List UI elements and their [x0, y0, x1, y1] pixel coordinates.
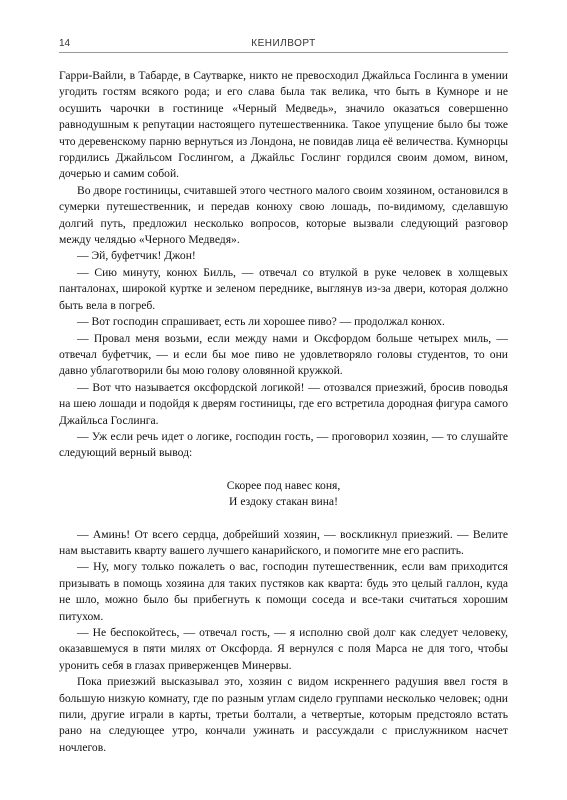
paragraph: — Провал меня возьми, если между нами и Оксфордом больше четырех миль, — отвечал буфетчик, — и если бы мое пиво не удовлетворяло головы студентов, то они давно ублаготворили бы мою голову оловянной кружкой. [59, 331, 508, 378]
paragraph: — Вот господин спрашивает, есть ли хорошее пиво? — продолжал конюх. [77, 315, 445, 329]
verse-line: Скорее под навес коня, [226, 478, 341, 492]
paragraph: — Аминь! От всего сердца, добрейший хозяин, — воскликнул приезжий. — Велите нам выставить кварту вашего лучшего канарийского, и помогите мне его распить. [59, 527, 508, 557]
paragraph: — Эй, буфетчик! Джон! [77, 249, 196, 263]
page-number: 14 [59, 38, 71, 49]
paragraph: — Уж если речь идет о логике, господин гость, — проговорил хозяин, — то слушайте следующий верный вывод: [59, 429, 508, 460]
paragraphs-after [59, 527, 508, 757]
paragraph: — Сию минуту, конюх Билль, — отвечал со втулкой в руке человек в холщевых панталонах, широкой куртке и зеленом переднике, выглянув из-за двери, которая должно быть вела в погреб. [59, 265, 508, 312]
paragraph: — Не беспокойтесь, — отвечал гость, — я исполню свой долг как следует человеку, оказавшемуся в пяти милях от Оксфорда. Я вернулся с поля Марса не для того, чтобы уронить себя в глазах приверженцев Минервы. [59, 626, 508, 672]
header-rule [59, 52, 508, 53]
paragraph: — Ну, могу только пожалеть о вас, господин путешественник, если вам приходится призывать в помощь хозяина для таких пустяков как кварта: будь это целый галлон, куда не шло, можно было бы прибегнуть к помощи соседа и все-таки считаться хорошим питухом. [59, 560, 508, 623]
running-title: КЕНИЛВОРТ [251, 38, 316, 49]
paragraph: Гарри-Вайли, в Табарде, в Саутварке, никто не превосходил Джайльса Гослинга в умении угодить гостям всякого рода; и его слава была так велика, что быть в Кумноре и не осушить чарочки в гостинице «Черный Медведь», значило оказаться совершенно равнодушным к репутации настоящего путешественника. Такое упущение было бы тоже что деревенскому парню вернуться из Лондона, не повидав лица её величества. Кумнорцы гордились Джайльсом Гослингом, а Джайльс Гослинг гордился своим домом, вином, дочерью и самим собой. [59, 69, 508, 181]
paragraph: — Вот что называется оксфордской логикой! — отозвался приезжий, бросив поводья на шею лошади и подойдя к дверям гостиницы, где его встретила дородная фигура самого Джайльса Гослинга. [59, 380, 508, 427]
paragraph: Пока приезжий высказывал это, хозяин с видом искреннего радушия ввел гостя в большую низкую комнату, где по разным углам сидело группами несколько человек; одни пили, другие играли в карты, третьи болтали, а четвертые, которым предстояло встать рано на следующее утро, кончали ужинать и рассуждали с прислужником насчет ночлегов. [59, 675, 508, 754]
verse-block [59, 478, 508, 511]
paragraph: Во дворе гостиницы, считавшей этого честного малого своим хозяином, остановился в сумерки путешественник, и передав конюху свою лошадь, по-видимому, сделавшую долгий путь, предложил несколько вопросов, которые вызвали следующий разговор между челядью «Черного Медведя». [59, 183, 508, 247]
body-text [59, 68, 508, 756]
paragraphs-before [59, 68, 508, 462]
page-header [59, 34, 508, 54]
verse-line: И ездоку стакан вина! [229, 495, 338, 509]
